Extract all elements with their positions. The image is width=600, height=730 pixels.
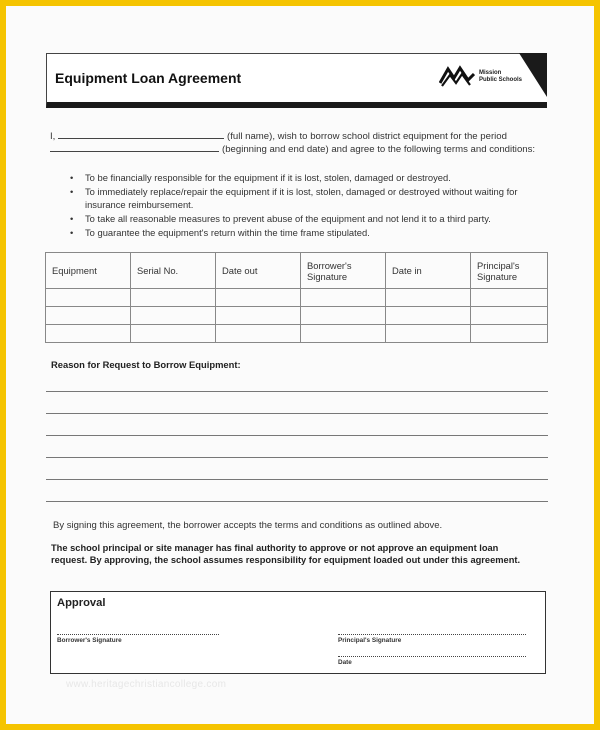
intro-line-2 xyxy=(50,143,535,156)
school-logo xyxy=(439,63,539,89)
column-header-borrower-signature: Borrower's Signature xyxy=(301,253,386,289)
page-title: Equipment Loan Agreement xyxy=(55,70,242,86)
borrower-signature-line[interactable] xyxy=(57,634,219,635)
table-row xyxy=(46,307,548,325)
column-header-equipment: Equipment xyxy=(46,253,131,289)
date-line[interactable] xyxy=(338,656,526,657)
bullet-icon: • xyxy=(70,212,74,224)
column-header-principal-signature: Principal's Signature xyxy=(471,253,548,289)
column-header-date-out: Date out xyxy=(216,253,301,289)
table-cell[interactable] xyxy=(46,307,131,325)
watermark-text: www.heritagechristiancollege.com xyxy=(66,679,227,690)
bullet-icon: • xyxy=(70,227,74,239)
approval-box xyxy=(50,591,546,674)
table-row xyxy=(46,325,548,343)
reason-line[interactable] xyxy=(46,413,548,414)
table-cell[interactable] xyxy=(216,289,301,307)
table-cell[interactable] xyxy=(131,325,216,343)
column-header-serial-no: Serial No. xyxy=(131,253,216,289)
full-name-field[interactable] xyxy=(58,130,224,139)
bullet-icon: • xyxy=(70,186,74,198)
table-cell[interactable] xyxy=(131,307,216,325)
intro-line1-text: (full name), wish to borrow school district equipment for the period xyxy=(227,131,507,142)
intro-line2-text: (beginning and end date) and agree to the following terms and conditions: xyxy=(222,144,536,155)
approval-title: Approval xyxy=(57,597,106,609)
list-item: • To take all reasonable measures to prevent abuse of the equipment and not lend it to a third party. xyxy=(70,212,491,224)
table-cell[interactable] xyxy=(471,289,548,307)
table-cell[interactable] xyxy=(471,325,548,343)
table-cell[interactable] xyxy=(471,307,548,325)
list-item: • To guarantee the equipment's return within the time frame stipulated. xyxy=(70,227,370,239)
table-cell[interactable] xyxy=(216,325,301,343)
document-header xyxy=(46,53,547,108)
table-cell[interactable] xyxy=(301,325,386,343)
terms-list xyxy=(70,172,550,241)
table-cell[interactable] xyxy=(386,307,471,325)
logo-text-line2: Public Schools xyxy=(479,77,523,83)
bullet-icon: • xyxy=(70,172,74,183)
list-item: • To immediately replace/repair the equipment if it is lost, stolen, damaged or destroyed without waiting for insurance reimbursement. xyxy=(70,186,518,210)
reason-line[interactable] xyxy=(46,457,548,458)
authority-statement: The school principal or site manager has final authority to approve or not approve an equipment loan request. By approving, the school assumes responsibility for equipment loaded out under this agreement. xyxy=(51,543,521,565)
table-cell[interactable] xyxy=(46,289,131,307)
loan-period-field[interactable] xyxy=(50,143,219,152)
reason-line[interactable] xyxy=(46,435,548,436)
principal-signature-line[interactable] xyxy=(338,634,526,635)
table-cell[interactable] xyxy=(301,307,386,325)
intro-paragraph xyxy=(50,130,535,156)
principal-signature-label: Principal's Signature xyxy=(338,637,402,644)
column-header-date-in: Date in xyxy=(386,253,471,289)
reason-line[interactable] xyxy=(46,501,548,502)
signing-statement: By signing this agreement, the borrower accepts the terms and conditions as outlined above. xyxy=(53,520,443,531)
equipment-loan-table xyxy=(45,252,548,343)
intro-prefix: I, xyxy=(50,131,56,142)
list-item: • To be financially responsible for the equipment if it is lost, stolen, damaged or destroyed. xyxy=(70,172,451,183)
logo-text-line1: Mission xyxy=(479,70,502,76)
table-cell[interactable] xyxy=(131,289,216,307)
table-cell[interactable] xyxy=(301,289,386,307)
mountain-logo-icon xyxy=(439,63,475,87)
table-cell[interactable] xyxy=(46,325,131,343)
table-cell[interactable] xyxy=(216,307,301,325)
table-row xyxy=(46,289,548,307)
table-header-row xyxy=(46,253,548,289)
table-cell[interactable] xyxy=(386,289,471,307)
reason-line[interactable] xyxy=(46,391,548,392)
intro-line-1 xyxy=(50,130,535,143)
table-cell[interactable] xyxy=(386,325,471,343)
reason-line[interactable] xyxy=(46,479,548,480)
borrower-signature-label: Borrower's Signature xyxy=(57,637,122,644)
reason-heading: Reason for Request to Borrow Equipment: xyxy=(51,359,241,370)
date-label: Date xyxy=(338,659,352,666)
